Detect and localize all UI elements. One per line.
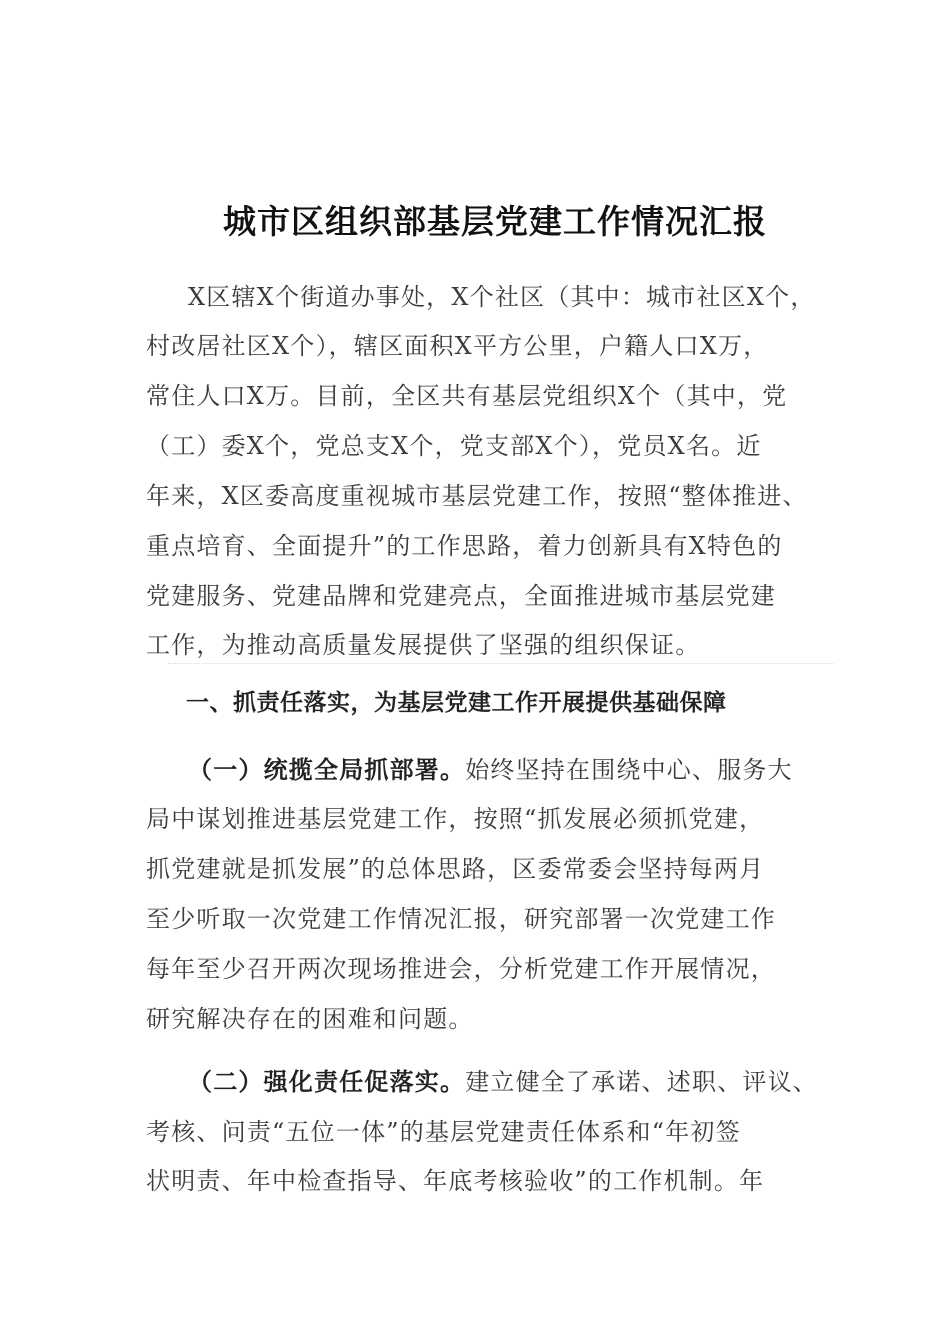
intro-line: 年来，X区委高度重视城市基层党建工作，按照“整体推进、 bbox=[146, 482, 808, 510]
intro-line: （工）委X个，党总支X个，党支部X个），党员X名。近 bbox=[146, 432, 762, 460]
subsection-text: 始终坚持在围绕中心、服务大 bbox=[465, 756, 793, 784]
body-line: 状明责、年中检查指导、年底考核验收”的工作机制。年 bbox=[146, 1167, 765, 1195]
intro-line: X区辖X个街道办事处，X个社区（其中：城市社区X个， bbox=[188, 283, 816, 311]
subsection-first-line bbox=[188, 1067, 818, 1097]
document-title: 城市区组织部基层党建工作情况汇报 bbox=[223, 202, 767, 241]
subsection-label: （二）强化责任促落实。 bbox=[188, 1067, 466, 1096]
intro-line: 工作，为推动高质量发展提供了坚强的组织保证。 bbox=[146, 631, 701, 659]
subsection-text: 建立健全了承诺、述职、评议、 bbox=[465, 1068, 819, 1096]
body-line: 至少听取一次党建工作情况汇报，研究部署一次党建工作 bbox=[146, 905, 776, 933]
body-line: 抓党建就是抓发展”的总体思路，区委常委会坚持每两月 bbox=[146, 855, 765, 883]
body-line: 考核、问责“五位一体”的基层党建责任体系和“年初签 bbox=[146, 1118, 741, 1146]
subsection-first-line bbox=[188, 755, 793, 785]
body-line: 每年至少召开两次现场推进会，分析党建工作开展情况， bbox=[146, 955, 776, 983]
intro-line: 党建服务、党建品牌和党建亮点，全面推进城市基层党建 bbox=[146, 582, 776, 610]
intro-line: 常住人口X万。目前，全区共有基层党组织X个（其中，党 bbox=[146, 382, 788, 410]
body-line: 局中谋划推进基层党建工作，按照“抓发展必须抓党建， bbox=[146, 805, 765, 833]
intro-line: 村改居社区X个），辖区面积X平方公里，户籍人口X万， bbox=[146, 332, 769, 360]
body-line: 研究解决存在的困难和问题。 bbox=[146, 1005, 474, 1033]
section-heading: 一、抓责任落实，为基层党建工作开展提供基础保障 bbox=[186, 690, 727, 716]
subsection-label: （一）统揽全局抓部署。 bbox=[188, 755, 466, 784]
faint-divider bbox=[168, 663, 834, 664]
intro-line: 重点培育、全面提升”的工作思路，着力创新具有X特色的 bbox=[146, 532, 783, 560]
